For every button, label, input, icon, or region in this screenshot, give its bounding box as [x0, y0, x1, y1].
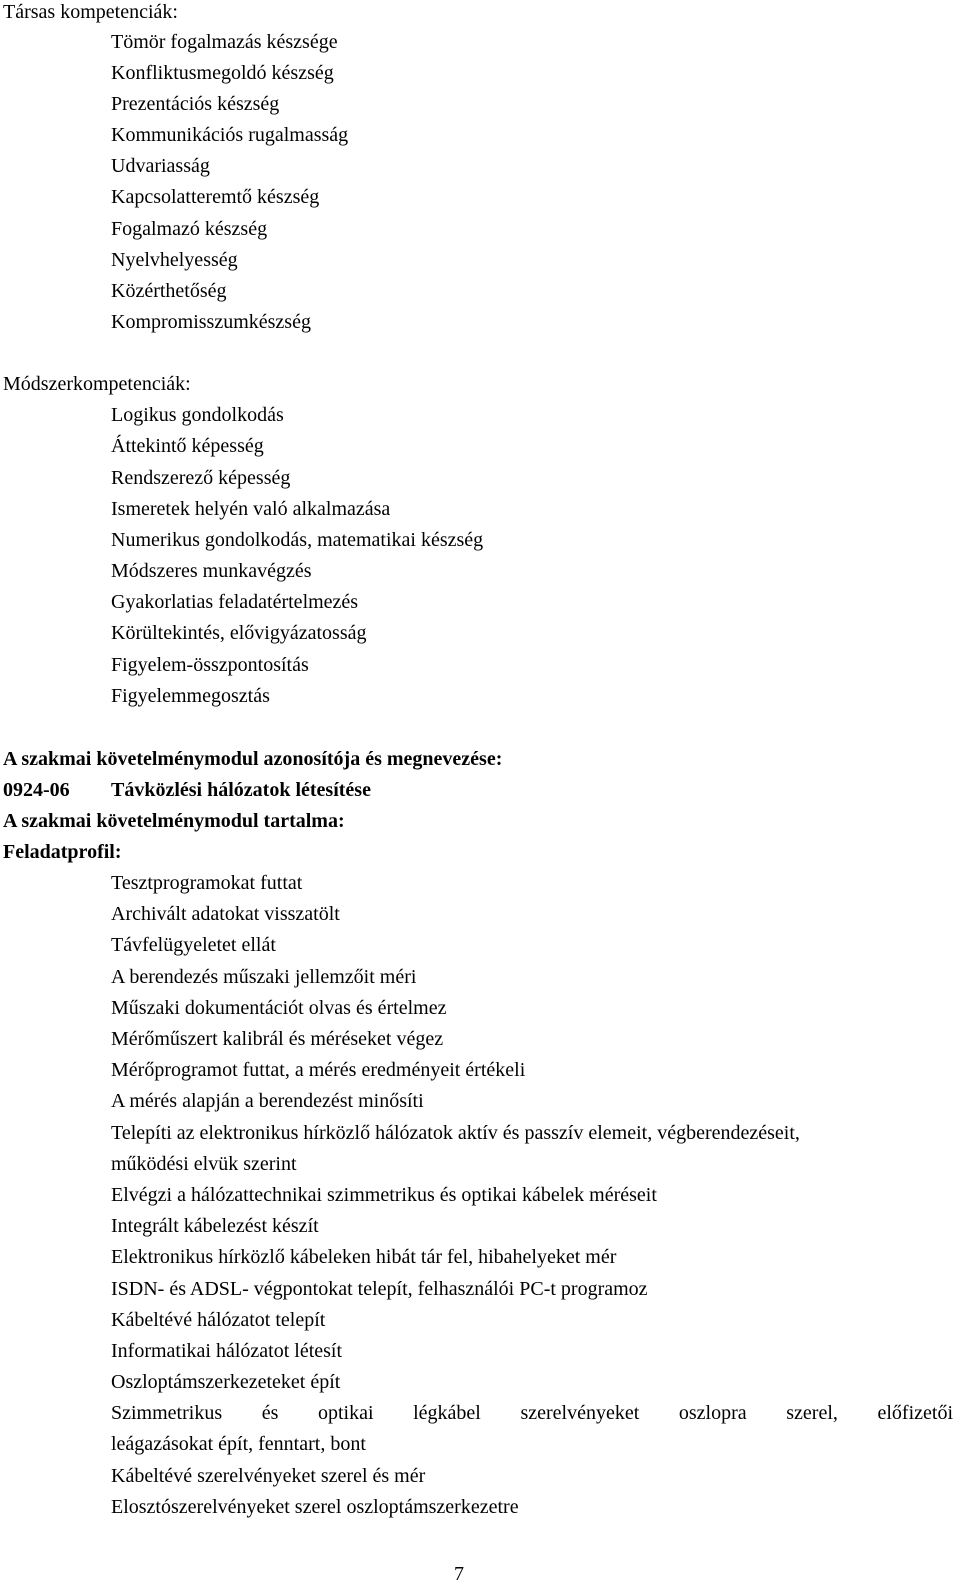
- task-item: Kábeltévé szerelvényeket szerel és mér: [111, 1465, 426, 1487]
- task-item: Elvégzi a hálózattechnikai szimmetrikus és optikai kábelek méréseit: [111, 1184, 657, 1206]
- list-item: Gyakorlatias feladatértelmezés: [111, 591, 359, 613]
- profile-heading: Feladatprofil:: [3, 841, 122, 863]
- list-item: Módszeres munkavégzés: [111, 560, 312, 582]
- task-item: Elosztószerelvényeket szerel oszloptámszerkezetre: [111, 1496, 519, 1518]
- list-item: Ismeretek helyén való alkalmazása: [111, 498, 391, 520]
- list-item: Fogalmazó készség: [111, 218, 268, 240]
- list-item: Prezentációs készség: [111, 93, 280, 115]
- module-content-heading: A szakmai követelménymodul tartalma:: [3, 810, 345, 832]
- task-item: Tesztprogramokat futtat: [111, 872, 303, 894]
- list-item: Körültekintés, elővigyázatosság: [111, 622, 367, 644]
- list-item: Figyelem-összpontosítás: [111, 654, 309, 676]
- list-item: Udvariasság: [111, 155, 210, 177]
- task-item: Műszaki dokumentációt olvas és értelmez: [111, 997, 447, 1019]
- list-item: Közérthetőség: [111, 280, 227, 302]
- task-item: A berendezés műszaki jellemzőit méri: [111, 966, 417, 988]
- list-item: Rendszerező képesség: [111, 467, 291, 489]
- list-item: Áttekintő képesség: [111, 435, 264, 457]
- task-item: ISDN- és ADSL- végpontokat telepít, felhasználói PC-t programoz: [111, 1278, 648, 1300]
- list-item: Logikus gondolkodás: [111, 404, 284, 426]
- task-item: Elektronikus hírközlő kábeleken hibát tár fel, hibahelyeket mér: [111, 1246, 617, 1268]
- list-item: Figyelemmegosztás: [111, 685, 270, 707]
- task-item: Kábeltévé hálózatot telepít: [111, 1309, 326, 1331]
- module-id-heading: A szakmai követelménymodul azonosítója és megnevezése:: [3, 748, 503, 770]
- task-item-continuation: leágazásokat épít, fenntart, bont: [111, 1433, 366, 1455]
- list-item: Kapcsolatteremtő készség: [111, 186, 320, 208]
- task-item: Telepíti az elektronikus hírközlő hálózatok aktív és passzív elemeit, végberendezéseit,: [111, 1122, 800, 1144]
- section-heading-social: Társas kompetenciák:: [3, 1, 178, 23]
- list-item: Konfliktusmegoldó készség: [111, 62, 334, 84]
- task-item: Integrált kábelezést készít: [111, 1215, 319, 1237]
- module-name: Távközlési hálózatok létesítése: [111, 779, 371, 801]
- section-heading-method: Módszerkompetenciák:: [3, 373, 191, 395]
- list-item: Kommunikációs rugalmasság: [111, 124, 349, 146]
- task-item: Mérőprogramot futtat, a mérés eredményeit értékeli: [111, 1059, 526, 1081]
- list-item: Numerikus gondolkodás, matematikai készség: [111, 529, 484, 551]
- task-item: Távfelügyeletet ellát: [111, 934, 276, 956]
- module-title: [3, 778, 371, 802]
- task-item-continuation: működési elvük szerint: [111, 1153, 297, 1175]
- task-item: Informatikai hálózatot létesít: [111, 1340, 343, 1362]
- list-item: Tömör fogalmazás készsége: [111, 31, 338, 53]
- task-item: Mérőműszert kalibrál és méréseket végez: [111, 1028, 444, 1050]
- task-item: Archivált adatokat visszatölt: [111, 903, 340, 925]
- module-code: 0924-06: [3, 779, 70, 801]
- task-item: Oszloptámszerkezeteket épít: [111, 1371, 341, 1393]
- page-number: 7: [454, 1563, 464, 1585]
- list-item: Kompromisszumkészség: [111, 311, 311, 333]
- task-item: A mérés alapján a berendezést minősíti: [111, 1090, 424, 1112]
- list-item: Nyelvhelyesség: [111, 249, 238, 271]
- task-item: Szimmetrikus és optikai légkábel szerelvényeket oszlopra szerel, előfizetői: [111, 1402, 953, 1424]
